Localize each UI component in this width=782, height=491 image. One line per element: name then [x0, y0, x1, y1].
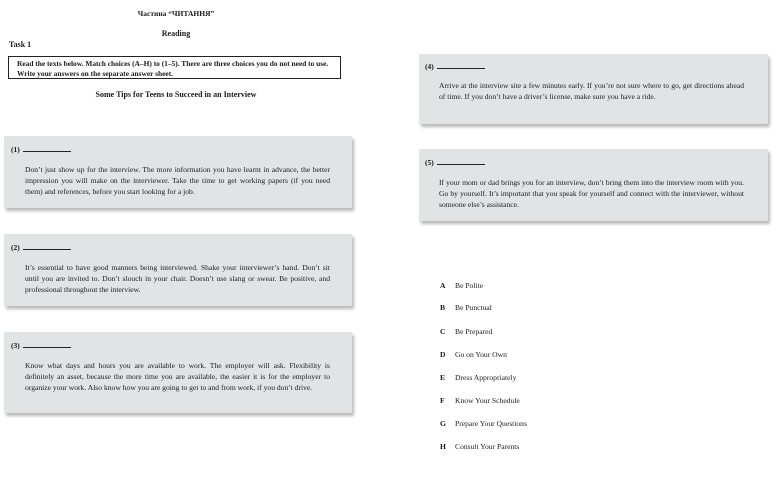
option-letter: E: [440, 373, 446, 382]
option-text: Be Prepared: [455, 327, 493, 336]
option-letter: A: [440, 281, 446, 290]
tips-title: Some Tips for Teens to Succeed in an Interview: [95, 90, 257, 99]
option-text: Be Polite: [455, 281, 484, 290]
text-number: (2): [11, 243, 20, 252]
answer-blank-4[interactable]: [425, 62, 485, 71]
option-letter: G: [440, 419, 446, 428]
text-number: (4): [425, 62, 434, 71]
option-g: [440, 419, 527, 428]
option-e: [440, 373, 516, 382]
text-body: If your mom or dad brings you for an interview, don’t bring them into the interview room with you. Go by yourself. It’s important that you speak for yourself and connect with the interviewer, without someone else’s assistance.: [439, 178, 744, 209]
option-letter: B: [440, 303, 446, 312]
option-c: [440, 327, 492, 336]
answer-blank-5[interactable]: [425, 158, 485, 167]
option-letter: C: [440, 327, 446, 336]
answer-blank-2[interactable]: [11, 243, 71, 252]
part-heading: Частина “ЧИТАННЯ”: [137, 9, 215, 18]
section-heading: Reading: [161, 29, 191, 38]
option-b: [440, 303, 492, 312]
option-letter: F: [440, 396, 445, 405]
task-label: Task 1: [9, 40, 32, 49]
text-card-2: [4, 234, 352, 306]
option-text: Go on Your Own: [455, 350, 507, 359]
option-letter: D: [440, 350, 446, 359]
option-text: Prepare Your Questions: [455, 419, 527, 428]
text-number: (3): [11, 341, 20, 350]
text-number: (1): [11, 145, 20, 154]
text-body: It’s essential to have good manners being interviewed. Shake your interviewer’s hand. Don’t sit until you are invited to. Don’t slouch in your chair. Doesn’t use slang or swear. Be positive, and professional throughout the interview.: [25, 263, 330, 294]
text-body: Arrive at the interview site a few minutes early. If you’re not sure where to go, get directions ahead of time. If you don’t have a driver’s license, make sure you have a ride.: [439, 81, 744, 101]
option-text: Know Your Schedule: [455, 396, 520, 405]
text-card-4: [419, 54, 768, 124]
option-d: [440, 350, 507, 359]
text-body: Know what days and hours you are available to work. The employer will ask. Flexibility is definitely an asset, because the more time you are available, the easier it is for the employer to organize your work. Also know how you are going to get to and from work, if you don’t drive.: [25, 361, 330, 392]
answer-blank-3[interactable]: [11, 341, 71, 350]
text-number: (5): [425, 158, 434, 167]
option-a: [440, 281, 483, 290]
option-h: [440, 442, 519, 451]
option-f: [440, 396, 520, 405]
option-text: Dress Appropriately: [455, 373, 517, 382]
option-text: Be Punctual: [455, 303, 492, 312]
answer-blank-1[interactable]: [11, 145, 71, 154]
text-body: Don’t just show up for the interview. The more information you have learnt in advance, the better impression you will make on the interviewer. Take the time to get working papers (if you need them) and references, before you start looking for a job.: [25, 165, 330, 196]
option-letter: H: [440, 442, 446, 451]
instructions-box: Read the texts below. Match choices (A–H) to (1–5). There are three choices you do not need to use. Write your answers on the separate answer sheet.: [8, 56, 341, 79]
option-text: Consult Your Parents: [455, 442, 520, 451]
text-card-5: [419, 149, 768, 221]
text-card-3: [4, 332, 352, 413]
text-card-1: [4, 136, 352, 208]
